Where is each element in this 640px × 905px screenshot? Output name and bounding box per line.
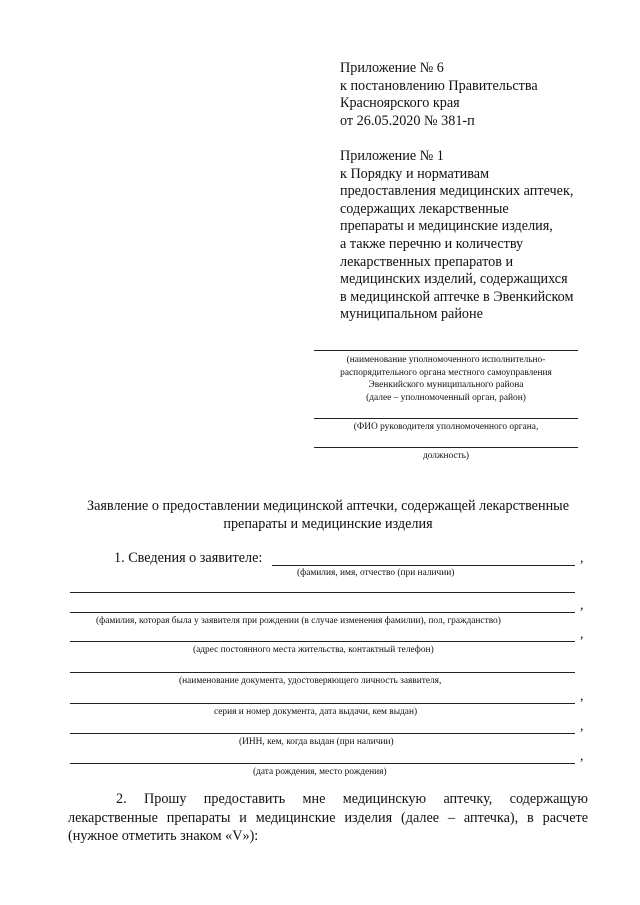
- appendix-1-line: муниципальном районе: [340, 306, 483, 323]
- authority-name-caption: (наименование уполномоченного исполнительно- распорядительного органа местного самоуправления Эвенкийского муниципального района (далее – уполномоченный орган, район): [340, 355, 552, 403]
- field-caption: (дата рождения, место рождения): [253, 767, 387, 777]
- field-comma: ,: [580, 749, 584, 764]
- field-comma: ,: [580, 598, 584, 613]
- authority-head-caption: (ФИО руководителя уполномоченного органа,: [353, 422, 539, 432]
- authority-position-caption: должность): [422, 451, 470, 461]
- appendix-6-line: Красноярского края: [340, 95, 460, 112]
- title-line: Заявление о предоставлении медицинской аптечки, содержащей лекарственные: [87, 498, 569, 514]
- appendix-1-line: препараты и медицинские изделия,: [340, 218, 553, 235]
- field-caption: (фамилия, имя, отчество (при наличии): [297, 568, 455, 578]
- appendix-1-line: лекарственных препаратов и: [340, 253, 514, 270]
- field-caption: серия и номер документа, дата выдачи, кем выдан): [214, 707, 418, 717]
- field-caption: (фамилия, которая была у заявителя при рождении (в случае изменения фамилии), пол, гражданство): [96, 616, 501, 626]
- appendix-1-header: [340, 148, 573, 324]
- appendix-1-line: а также перечню и количеству: [340, 235, 524, 252]
- section-2-line: лекарственные препараты и медицинские изделия (далее – аптечка), в расчете: [68, 809, 588, 826]
- birth-name-field[interactable]: [70, 612, 575, 613]
- field-comma: ,: [580, 689, 584, 704]
- authority-position-block: [314, 447, 578, 463]
- field-caption: (наименование документа, удостоверяющего личность заявителя,: [179, 676, 442, 686]
- applicant-extra-field[interactable]: [70, 592, 575, 593]
- inn-field[interactable]: [70, 733, 575, 734]
- field-comma: ,: [580, 627, 584, 642]
- id-document-details-field[interactable]: [70, 703, 575, 704]
- title-line: препараты и медицинские изделия: [223, 516, 433, 532]
- field-caption: (ИНН, кем, когда выдан (при наличии): [239, 737, 394, 747]
- applicant-name-field[interactable]: [272, 565, 575, 566]
- field-caption: (адрес постоянного места жительства, контактный телефон): [193, 645, 434, 655]
- appendix-1-line: содержащих лекарственные: [340, 200, 509, 217]
- appendix-1-line: медицинских изделий, содержащихся: [340, 271, 568, 288]
- section-2-line: 2. Прошу предоставить мне медицинскую аптечку, содержащую: [116, 791, 588, 807]
- appendix-6-line: от 26.05.2020 № 381-п: [340, 112, 475, 129]
- field-comma: ,: [580, 719, 584, 734]
- id-document-field[interactable]: [70, 672, 575, 673]
- appendix-6-line: к постановлению Правительства: [340, 77, 538, 94]
- field-comma: ,: [580, 551, 584, 566]
- birth-date-place-field[interactable]: [70, 763, 575, 764]
- appendix-6-line: Приложение № 6: [340, 60, 444, 76]
- authority-head-block: [314, 418, 578, 434]
- section-2-line: (нужное отметить знаком «V»):: [68, 828, 259, 844]
- appendix-6-header: [340, 60, 538, 130]
- appendix-1-line: в медицинской аптечке в Эвенкийском: [340, 288, 574, 305]
- section-1-label: 1. Сведения о заявителе:: [114, 550, 263, 566]
- authority-name-block: [314, 350, 578, 404]
- document-title: [58, 497, 598, 533]
- appendix-1-line: Приложение № 1: [340, 148, 444, 164]
- address-field[interactable]: [70, 641, 575, 642]
- appendix-1-line: предоставления медицинских аптечек,: [340, 183, 574, 200]
- appendix-1-line: к Порядку и нормативам: [340, 165, 490, 182]
- section-2-paragraph: [68, 790, 588, 846]
